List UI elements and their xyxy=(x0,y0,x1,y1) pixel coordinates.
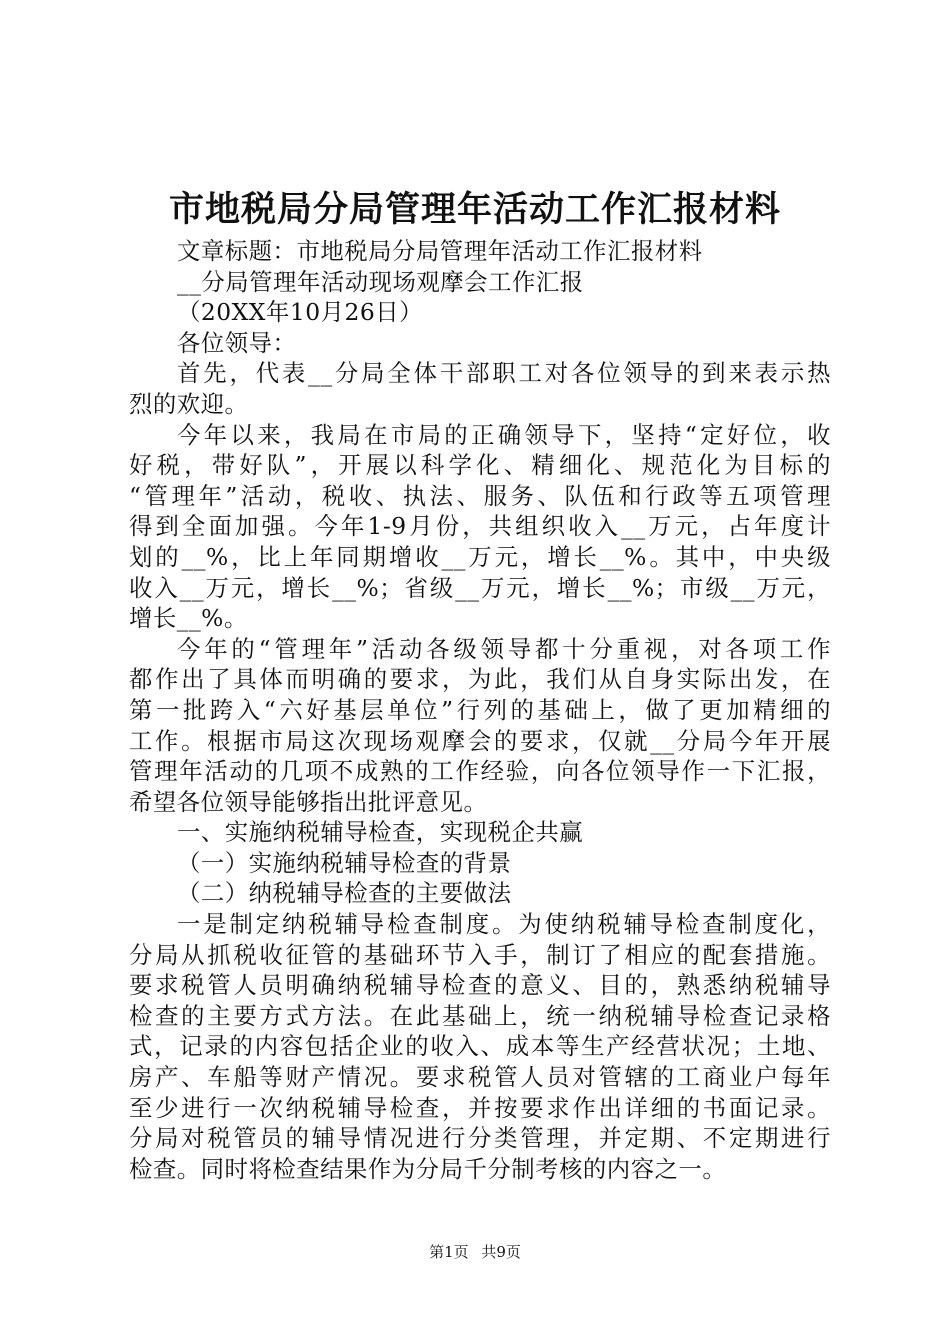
text-line: 管理年活动的几项不成熟的工作经验，向各位领导作一下汇报， xyxy=(129,757,831,786)
text-line: 好税，带好队”，开展以科学化、精细化、规范化为目标的 xyxy=(129,451,831,480)
text-line: 工作。根据市局这次现场观摩会的要求，仅就__分局今年开展 xyxy=(129,726,831,755)
text-line: 希望各位领导能够指出批评意见。 xyxy=(129,787,488,816)
text-line: （20XX年10月26日） xyxy=(177,298,424,327)
text-line: 至少进行一次纳税辅导检查，并按要求作出详细的书面记录。 xyxy=(129,1093,831,1122)
text-line: 检查的主要方式方法。在此基础上，统一纳税辅导检查记录格 xyxy=(129,1001,831,1030)
text-line: 分局对税管员的辅导情况进行分类管理，并定期、不定期进行 xyxy=(129,1124,831,1153)
text-line: 得到全面加强。今年1-9月份，共组织收入__万元，占年度计 xyxy=(129,512,831,541)
page-number: 第1页 xyxy=(429,1243,469,1261)
text-line: 划的__%，比上年同期增收__万元，增长__%。其中，中央级 xyxy=(129,542,831,571)
text-line: 文章标题：市地税局分局管理年活动工作汇报材料 xyxy=(177,237,703,265)
text-line: 一、实施纳税辅导检查，实现税企共赢 xyxy=(177,818,584,847)
document-body xyxy=(129,236,831,1184)
page-footer xyxy=(0,1242,950,1262)
text-line: 检查。同时将检查结果作为分局千分制考核的内容之一。 xyxy=(129,1154,727,1183)
text-line: 烈的欢迎。 xyxy=(129,389,249,418)
text-line: __分局管理年活动现场观摩会工作汇报 xyxy=(177,267,584,296)
text-line: 一是制定纳税辅导检查制度。为使纳税辅导检查制度化， xyxy=(177,910,831,939)
document-title: 市地税局分局管理年活动工作汇报材料 xyxy=(168,189,781,230)
text-line: 第一批跨入“六好基层单位”行列的基础上，做了更加精细的 xyxy=(129,695,831,724)
text-line: 今年以来，我局在市局的正确领导下，坚持“定好位，收 xyxy=(177,420,831,449)
text-line: 分局从抓税收征管的基础环节入手，制订了相应的配套措施。 xyxy=(129,940,831,969)
text-line: 要求税管人员明确纳税辅导检查的意义、目的，熟悉纳税辅导 xyxy=(129,971,831,1000)
text-line: （二）纳税辅导检查的主要做法 xyxy=(177,879,512,908)
page-total: 共9页 xyxy=(481,1243,521,1261)
text-line: 房产、车船等财产情况。要求税管人员对管辖的工商业户每年 xyxy=(129,1063,831,1092)
text-line: “管理年”活动，税收、执法、服务、队伍和行政等五项管理 xyxy=(129,481,831,510)
text-line: 都作出了具体而明确的要求，为此，我们从自身实际出发，在 xyxy=(129,665,831,694)
text-line: 首先，代表__分局全体干部职工对各位领导的到来表示热 xyxy=(177,359,831,388)
text-line: 增长__%。 xyxy=(129,604,248,633)
text-line: 今年的“管理年”活动各级领导都十分重视，对各项工作 xyxy=(177,634,831,663)
text-line: （一）实施纳税辅导检查的背景 xyxy=(177,848,512,877)
text-line: 式，记录的内容包括企业的收入、成本等生产经营状况；土地、 xyxy=(129,1032,831,1061)
text-line: 各位领导： xyxy=(177,328,297,357)
text-line: 收入__万元，增长__%；省级__万元，增长__%；市级__万元， xyxy=(129,573,831,602)
